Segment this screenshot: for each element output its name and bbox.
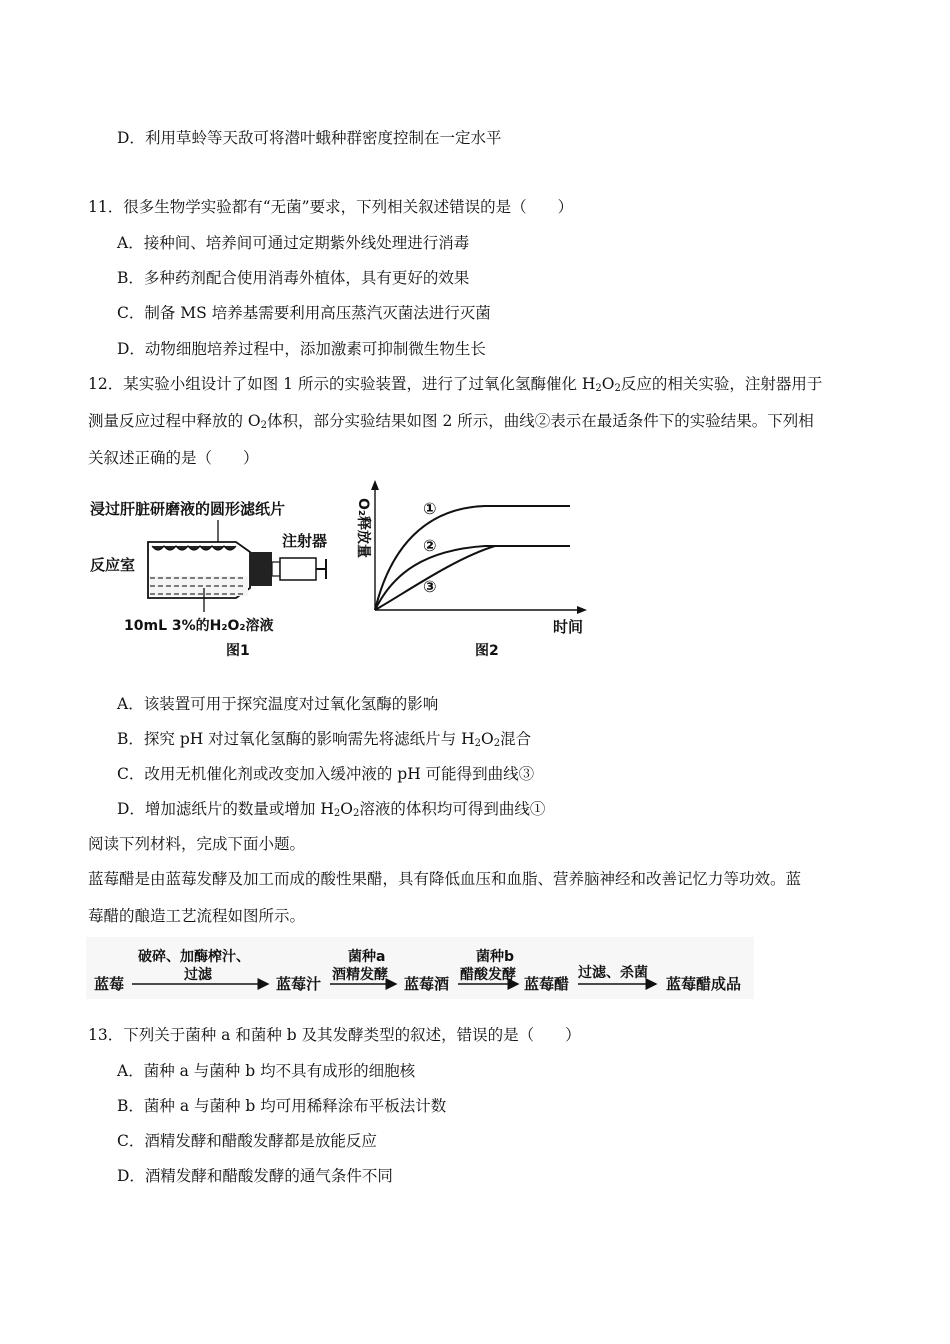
flow-node-product: 蓝莓醋成品 [666,975,742,993]
curve-1 [375,506,570,610]
material-para-line1: 蓝莓醋是由蓝莓发酵及加工而成的酸性果醋，具有降低血压和血脂、营养脑神经和改善记忆力等功效。蓝 [88,870,802,888]
graph-ylabel: O₂释放量 [355,498,371,559]
flow-step2-top: 菌种a [348,949,386,965]
graph-xlabel: 时间 [553,618,584,636]
curve-2-label: ② [423,536,437,555]
q12-option-a: A．该装置可用于探究温度对过氧化氢酶的影响 [117,695,439,713]
flow-step2-bottom: 酒精发酵 [332,967,388,983]
option-d-prev [117,127,501,149]
flow-step1-bottom: 过滤 [184,967,212,983]
q11-option-c: C．制备 MS 培养基需要利用高压蒸汽灭菌法进行灭菌 [117,304,491,322]
q13-stem: 13．下列关于菌种 a 和菌种 b 及其发酵类型的叙述，错误的是（ ） [88,1026,581,1044]
flow-step3-top: 菌种b [476,949,515,965]
q12-option-d: D．增加滤纸片的数量或增加 $H_2O_2$溶液的体积均可得到曲线① [117,800,546,819]
figure-1-caption: 图1 [226,643,250,659]
curve-1-label: ① [423,499,437,518]
syringe-label: 注射器 [282,532,328,550]
q13-option-b: B．菌种 a 与菌种 b 均可用稀释涂布平板法计数 [117,1097,447,1115]
material-intro: 阅读下列材料，完成下面小题。 [88,835,306,853]
q11-stem: 11．很多生物学实验都有“无菌”要求，下列相关叙述错误的是（ ） [88,198,574,216]
q13-option-c: C．酒精发酵和醋酸发酵都是放能反应 [117,1132,377,1150]
flow-node-wine: 蓝莓酒 [404,975,450,993]
flow-node-vinegar: 蓝莓醋 [524,975,570,993]
q11-option-a: A．接种间、培养间可通过定期紫外线处理进行消毒 [117,234,470,252]
q12-stem-line3: 关叙述正确的是（ ） [88,449,259,467]
filter-paper-label: 浸过肝脏研磨液的圆形滤纸片 [90,500,286,518]
material-para-line2: 莓醋的酿造工艺流程如图所示。 [88,907,306,925]
option-letter: D． [117,129,145,147]
curve-3-label: ③ [423,577,437,596]
flow-node-juice: 蓝莓汁 [276,975,322,993]
q12-option-b: B．探究 pH 对过氧化氢酶的影响需先将滤纸片与 $H_2O_2$混合 [117,730,532,749]
q13-option-a: A．菌种 a 与菌种 b 均不具有成形的细胞核 [117,1062,416,1080]
q12-stem-line1: 12．某实验小组设计了如图 1 所示的实验装置，进行了过氧化氢酶催化 $H_2O_2$反应的相关实验，注射器用于 [88,375,823,394]
solution-label: 10mL 3%的H₂O₂溶液 [124,618,274,634]
process-flow-diagram [86,937,754,999]
flow-step1-top: 破碎、加酶榨汁、 [138,949,250,965]
chamber-label: 反应室 [90,556,136,574]
figure-2-graph [345,478,595,663]
q11-option-d: D．动物细胞培养过程中，添加激素可抑制微生物生长 [117,340,486,358]
q13-option-d: D．酒精发酵和醋酸发酵的通气条件不同 [117,1167,393,1185]
flow-node-blueberry: 蓝莓 [94,975,125,993]
flow-step4-top: 过滤、杀菌 [578,965,648,981]
q12-option-c: C．改用无机催化剂或改变加入缓冲液的 pH 可能得到曲线③ [117,765,535,783]
flow-step3-bottom: 醋酸发酵 [460,967,516,983]
figure-1-apparatus [86,490,346,665]
q12-stem-line2: 测量反应过程中释放的 $O_2$体积，部分实验结果如图 2 所示，曲线②表示在最适条件下的实验结果。下列相 [88,412,814,431]
figure-2-caption: 图2 [475,643,499,659]
option-text: 利用草蛉等天敌可将潜叶蛾种群密度控制在一定水平 [144,129,502,147]
q11-option-b: B．多种药剂配合使用消毒外植体，具有更好的效果 [117,269,470,287]
